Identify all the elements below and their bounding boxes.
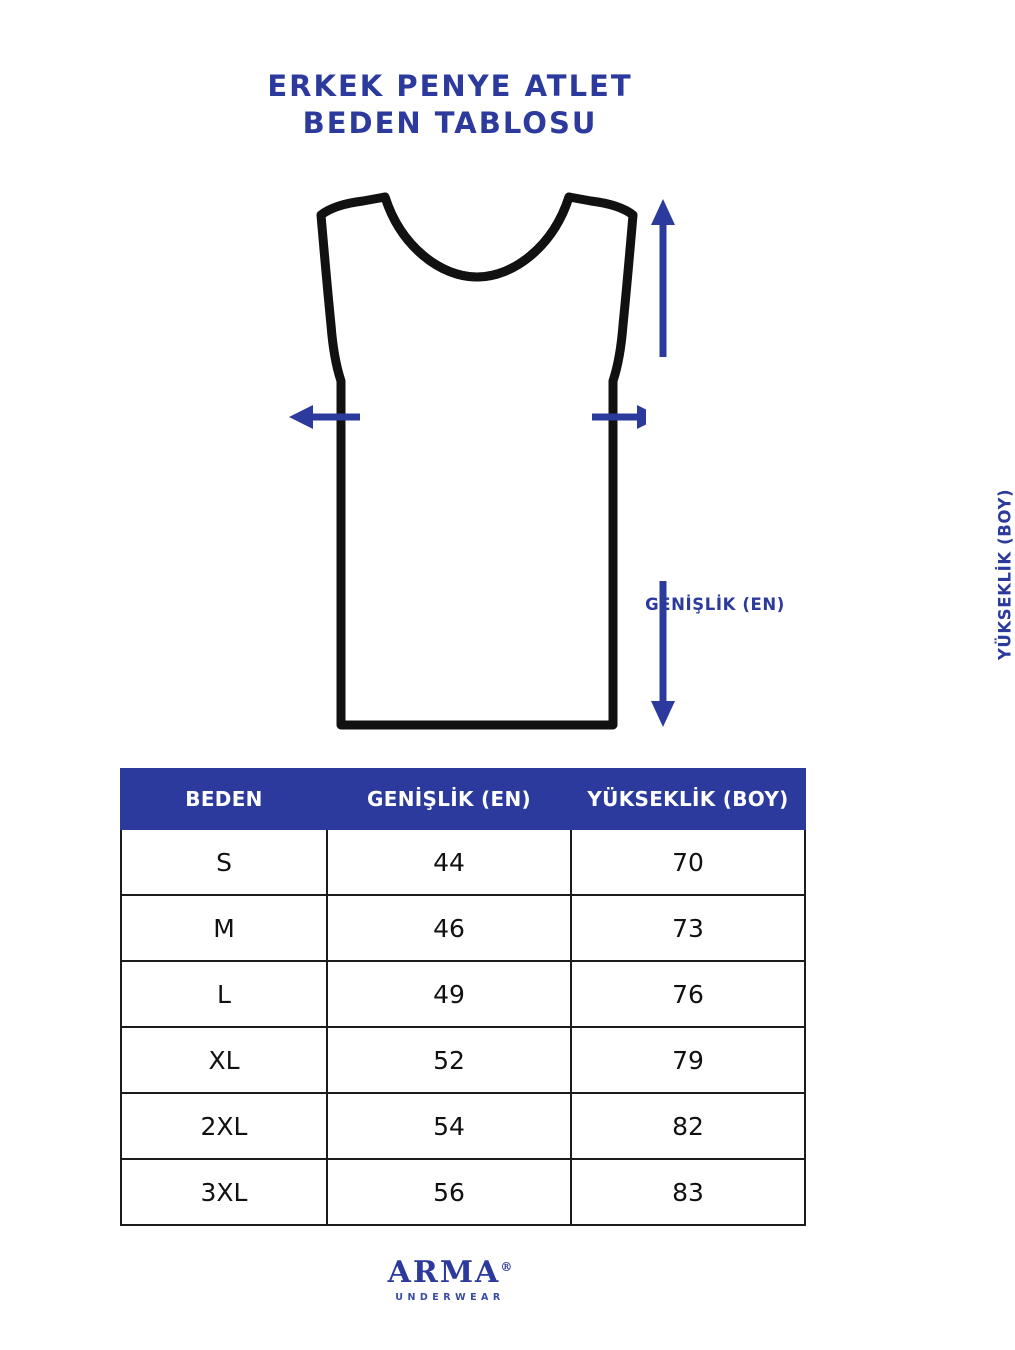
table-row [121, 1093, 805, 1159]
cell-size: 3XL [121, 1159, 327, 1225]
tank-top-icon [255, 185, 695, 745]
title-line-1: ERKEK PENYE ATLET [267, 69, 633, 103]
cell-size: M [121, 895, 327, 961]
table-row [121, 1027, 805, 1093]
table-header-genislik: GENİŞLİK (EN) [327, 769, 571, 829]
cell-height: 79 [571, 1027, 805, 1093]
cell-width: 52 [327, 1027, 571, 1093]
table-header-row [121, 769, 805, 829]
registered-mark: ® [500, 1260, 513, 1274]
size-table [120, 768, 806, 1226]
brand-logo [388, 1255, 513, 1303]
cell-size: L [121, 961, 327, 1027]
cell-height: 73 [571, 895, 805, 961]
brand-tagline: UNDERWEAR [395, 1292, 505, 1303]
cell-height: 76 [571, 961, 805, 1027]
brand-footer [0, 1255, 900, 1305]
cell-size: XL [121, 1027, 327, 1093]
table-row [121, 961, 805, 1027]
brand-name: ARMA [387, 1255, 501, 1290]
height-dimension-label: YÜKSEKLİK (BOY) [995, 488, 1015, 661]
cell-height: 70 [571, 829, 805, 895]
cell-height: 82 [571, 1093, 805, 1159]
height-arrow-icon [646, 199, 680, 727]
cell-width: 54 [327, 1093, 571, 1159]
cell-height: 83 [571, 1159, 805, 1225]
table-row [121, 1159, 805, 1225]
cell-width: 44 [327, 829, 571, 895]
table-header-yukseklik: YÜKSEKLİK (BOY) [571, 769, 805, 829]
table-header-beden: BEDEN [121, 769, 327, 829]
cell-size: 2XL [121, 1093, 327, 1159]
table-header [121, 769, 805, 829]
cell-width: 46 [327, 895, 571, 961]
page-title [0, 68, 900, 142]
title-line-2: BEDEN TABLOSU [302, 106, 598, 141]
width-dimension-label: GENİŞLİK (EN) [645, 595, 785, 614]
cell-size: S [121, 829, 327, 895]
garment-illustration [255, 185, 1015, 745]
table-row [121, 895, 805, 961]
table-body [121, 829, 805, 1225]
table-row [121, 829, 805, 895]
cell-width: 56 [327, 1159, 571, 1225]
cell-width: 49 [327, 961, 571, 1027]
